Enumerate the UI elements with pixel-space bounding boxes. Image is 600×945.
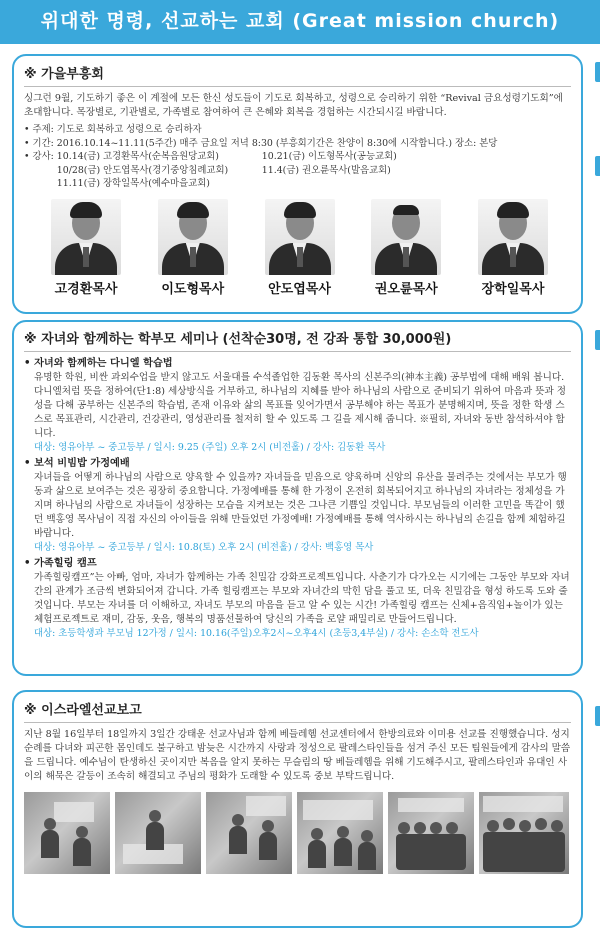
speaker-name: 안도엽목사: [268, 281, 331, 297]
speaker-photo: [371, 199, 441, 275]
mission-photo: [479, 792, 569, 874]
israel-section: [12, 690, 583, 928]
seminar-item-meta: 대상: 영유아부 ~ 중고등부 / 일시: 10.8(토) 오후 2시 (비전홀) / 강사: 백홍영 목사: [34, 542, 374, 553]
mission-photo: [206, 792, 292, 874]
speaker-list: [24, 199, 571, 297]
revival-title: ※ 가을부흥회: [24, 67, 104, 82]
speaker-photo: [265, 199, 335, 275]
lecturer-item: 10/28(금) 안도엽목사(경기중앙침례교회): [56, 164, 229, 176]
side-tab: [595, 62, 600, 82]
seminar-item-meta: 대상: 초등학생과 부모님 12가정 / 일시: 10.16(주일)오후2시~오후4시 (초등3,4부실) / 강사: 손소학 전도사: [34, 628, 479, 639]
side-tab: [595, 706, 600, 726]
revival-section: [12, 54, 583, 314]
speaker-card: [151, 199, 235, 297]
divider: [24, 86, 571, 87]
speaker-photo: [158, 199, 228, 275]
seminar-item-desc: 가족힐링캠프”는 아빠, 엄마, 자녀가 함께하는 가족 친밀감 강화프로젝트입니다. 사춘기가 다가오는 시기에는 그동안 부모와 자녀간의 관계가 조금씩 변화되어져 갑니다. 가족 힐링캠프는 부모와 자녀간의 막힌 담을 풀고 또, 더욱 친밀감을 형성 하도록 도와 줄 것입니다. 부모는 자녀를 더 이해하고, 자녀도 부모의 마음을 듣고 알 수 있는 시간! 가족힐링 캠프는 신체+음직임+놀이가 있는 체험프로젝트로 재미, 감동, 웃음, 행복의 명품선물하여 당신의 가족을 로얄 패밀리로 만들어드립니다.: [34, 572, 570, 625]
speaker-card: [364, 199, 448, 297]
speaker-photo: [51, 199, 121, 275]
speaker-card: [471, 199, 555, 297]
seminar-item-title: • 보석 비빔밥 가정예배: [24, 458, 130, 469]
speaker-name: 권오륜목사: [374, 281, 438, 297]
seminar-item-meta: 대상: 영유아부 ~ 중고등부 / 일시: 9.25 (주일) 오후 2시 (비전홀) / 강사: 김동환 목사: [34, 442, 386, 453]
seminar-item: [24, 457, 571, 555]
revival-topic: • 주제: 기도로 회복하고 성령으로 승리하자: [24, 124, 202, 135]
lecturer-item: 11.11(금) 장학일목사(예수마을교회): [56, 178, 210, 190]
speaker-name: 장학일목사: [481, 281, 545, 297]
speaker-name: 고경환목사: [54, 281, 118, 297]
seminar-item-title: • 가족힐링 캠프: [24, 558, 97, 569]
mission-photo: [24, 792, 110, 874]
israel-title: ※ 이스라엘선교보고: [24, 703, 142, 718]
seminar-item: [24, 357, 571, 455]
revival-period: • 기간: 2016.10.14~11.11(5주간) 매주 금요일 저녁 8:30 (부흥회기간은 찬양이 8:30에 시작합니다.) 장소: 본당: [24, 137, 498, 149]
header-banner: [0, 0, 600, 44]
seminar-section: [12, 320, 583, 676]
mission-photo: [388, 792, 474, 874]
seminar-title: ※ 자녀와 함께하는 학부모 세미나 (선착순30명, 전 강좌 통합 30,000원): [24, 332, 452, 347]
side-tab: [595, 330, 600, 350]
header-title: 위대한 명령, 선교하는 교회 (Great mission church): [40, 10, 560, 32]
side-tab: [595, 156, 600, 176]
speaker-card: [44, 199, 128, 297]
divider: [24, 351, 571, 352]
speaker-name: 이도형목사: [161, 281, 225, 297]
seminar-item: [24, 557, 571, 641]
mission-photo: [115, 792, 201, 874]
mission-photos: [24, 792, 571, 874]
seminar-item-desc: 유명한 학원, 비싼 과외수업을 받지 않고도 서울대를 수석졸업한 김동환 목사의 신본주의(神本主義) 공부법에 대해 배워 봅니다. 다니엘처럼 뜻을 정하여(단1:8) 세상방식을 거부하고, 하나님의 지혜를 받아 하나님의 사람으로 준비되기 위하여 마음과 뜻과 정성을 다해 공부하는 신본주의 학습법, 존재 이유와 삶의 목표를 잊어가면서 공부해야 하는 목표가 분명해지며, 뜻을 정한 학생 스스로 목표관리, 시간관리, 건강관리, 영성관리를 철저히 할 수 있도록 그 길을 제시해 줍니다. ※필히, 자녀와 동반 참석하셔야 합니다.: [34, 372, 567, 439]
speaker-card: [258, 199, 342, 297]
israel-body: 지난 8월 16일부터 18일까지 3일간 강태운 선교사님과 함께 베들레헴 선교센터에서 한방의료와 이미용 선교를 진행했습니다. 성지순례를 다녀와 피곤한 몸인데도 불구하고 밤늦은 시간까지 사랑과 정성으로 팔레스타인들을 섬겨 주신 모든 팀원들에게 감사의 말씀을 드립니다. 예수님이 탄생하신 곳이지만 복음을 알지 못하는 무슬림의 땅 베들레헴을 위해 기도해주시고, 팔레스타인과 유대인 사이의 해묵은 갈등이 조속히 해결되고 주님의 평화가 도래할 수 있도록 중보 부탁드립니다.: [24, 729, 571, 782]
revival-intro: 싱그런 9월, 기도하기 좋은 이 계절에 모든 한신 성도들이 기도로 회복하고, 성령으로 승리하기 위한 “Revival 금요성령기도회”에 초대합니다. 목장별로, 기관별로, 가족별로 참여하여 큰 은혜와 회복을 경험하는 시간되시길 바랍니다.: [24, 93, 563, 118]
divider: [24, 722, 571, 723]
speaker-photo: [478, 199, 548, 275]
revival-lecturers: • 강사: 10.14(금) 고경환목사(순복음원당교회) 10.21(금) 이도형목사(공능교회) 10/28(금) 안도엽목사(경기중앙침례교회) 11.4(금) 권오륜목사(발음교회) 11.11(금) 장학일목사(예수마을교회): [24, 151, 397, 190]
seminar-item-desc: 자녀들을 어떻게 하나님의 사람으로 양육할 수 있을까? 자녀들을 믿음으로 양육하며 신앙의 유산을 물려주는 것에서는 부모가 행동과 삶으로 보여주는 것은 굉장히 중요합니다. 가정예배를 통해 한 가정이 온전히 회복되어지고 하나님의 자녀라는 정체성을 가지며 하나님의 사람으로 자녀들이 성장하는 모습을 지켜보는 것은 그나큰 기쁨일 것입니다. 부모님들의 이러한 고민을 똑같이 했던 백홍영 목사님이 직접 자신의 아이들을 위해 만들었던 가정예배! 가정예배를 통해 역사하시는 하나님의 손길을 함께 체험하길 바랍니다.: [34, 472, 567, 539]
lecturer-item: 10.14(금) 고경환목사(순복음원당교회): [56, 151, 219, 163]
seminar-item-title: • 자녀와 함께하는 다니엘 학습법: [24, 358, 173, 369]
mission-photo: [297, 792, 383, 874]
lecturer-item: 10.21(금) 이도형목사(공능교회): [261, 151, 397, 163]
lecturer-item: 11.4(금) 권오륜목사(발음교회): [261, 164, 391, 176]
